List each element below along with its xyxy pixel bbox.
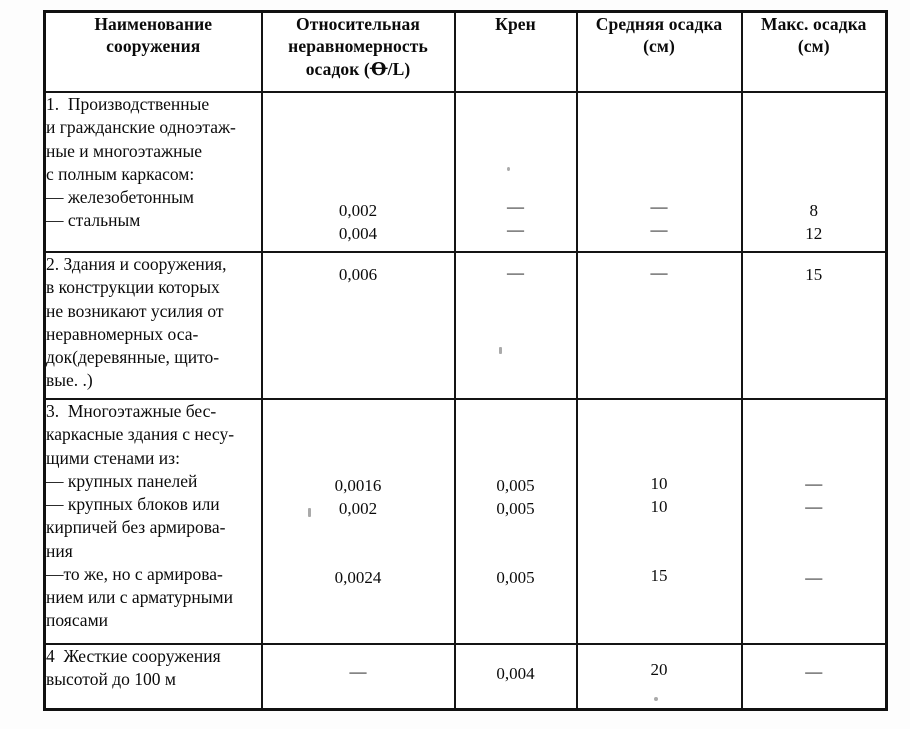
- row-2-name-line-2: в конструкции которых: [46, 277, 220, 298]
- column-header-name: [45, 12, 262, 93]
- row-1-kren-values: [455, 92, 577, 252]
- row-3-relative-value-2: 0,002: [338, 499, 378, 518]
- column-header-average-settlement: [577, 12, 742, 93]
- row-1-max-values: [742, 92, 887, 252]
- column-header-relative: [262, 12, 455, 93]
- row-1-name-line-1: 1. Производственные: [46, 94, 210, 114]
- row-3-name-line-4: — крупных панелей: [46, 470, 198, 491]
- row-3-name-line-9: нием или с арматурными: [46, 587, 233, 608]
- row-1-max-value-1: 8: [809, 201, 818, 220]
- row-2-max-values: [742, 252, 887, 399]
- row-3-average-value-3: 15: [650, 566, 668, 585]
- row-4-name-line-1: 4 Жесткие сооружения: [46, 646, 221, 666]
- row-4-average-values: [577, 644, 742, 710]
- row-1-structure-name: [45, 92, 262, 252]
- row-2-name-line-5: док(деревянные, щито-: [46, 347, 220, 368]
- row-3-kren-value-2: 0,005: [496, 499, 535, 518]
- row-3-name-line-3: щими стенами из:: [46, 447, 180, 468]
- row-2-kren-value-1: —: [507, 263, 524, 282]
- row-1-name-line-5: — железобетонным: [46, 187, 194, 208]
- table-row: [45, 644, 887, 710]
- row-1-name-line-4: с полным каркасом:: [46, 163, 195, 184]
- row-3-name-line-5: — крупных блоков или: [46, 494, 220, 515]
- row-2-relative-value-1: 0,006: [338, 265, 378, 284]
- row-1-average-value-2: —: [650, 220, 668, 239]
- row-1-name-line-6: — стальным: [46, 210, 141, 231]
- row-1-kren-value-2: —: [507, 220, 524, 239]
- row-4-max-values: [742, 644, 887, 710]
- row-3-max-value-1: —: [805, 474, 823, 493]
- row-1-average-value-1: —: [650, 197, 668, 216]
- row-1-relative-values: [262, 92, 455, 252]
- row-2-name-line-1: 2. Здания и сооружения,: [46, 254, 227, 274]
- row-4-kren-value-1: 0,004: [496, 664, 535, 683]
- row-3-max-value-2: —: [805, 497, 823, 516]
- column-header-relative-line-1: Относительная: [296, 14, 420, 34]
- row-4-name-line-2: высотой до 100 м: [46, 669, 176, 690]
- row-3-average-value-1: 10: [650, 474, 668, 493]
- row-2-max-value-1: 15: [805, 265, 823, 284]
- row-4-kren-values: [455, 644, 577, 710]
- row-1-kren-value-1: —: [507, 197, 524, 216]
- column-header-average-line-1: Средняя осадка: [595, 14, 723, 34]
- row-3-name-line-10: поясами: [46, 610, 109, 631]
- row-1-relative-value-2: 0,004: [338, 224, 378, 243]
- row-2-kren-values: [455, 252, 577, 399]
- row-4-structure-name: [45, 644, 262, 710]
- row-3-kren-value-3: 0,005: [496, 568, 535, 587]
- row-3-relative-values: [262, 399, 455, 644]
- row-2-structure-name: [45, 252, 262, 399]
- row-3-average-value-2: 10: [650, 497, 668, 516]
- row-4-average-value-1: 20: [650, 660, 668, 679]
- column-header-average-line-2: (см): [643, 36, 675, 57]
- row-3-kren-value-1: 0,005: [496, 476, 535, 495]
- row-2-relative-values: [262, 252, 455, 399]
- row-1-name-line-3: ные и многоэтажные: [46, 140, 203, 161]
- column-header-relative-line-2: неравномерность: [288, 36, 428, 57]
- row-1-name-line-2: и гражданские одноэтаж-: [46, 117, 236, 138]
- column-header-max-line-2: (см): [797, 36, 830, 57]
- row-1-average-values: [577, 92, 742, 252]
- row-3-relative-value-3: 0,0024: [334, 568, 382, 587]
- row-3-max-value-3: —: [805, 568, 823, 587]
- table-body: [45, 92, 887, 710]
- row-2-average-value-1: —: [650, 263, 668, 282]
- column-header-name-line-2: сооружения: [106, 36, 201, 57]
- table-header: [45, 12, 887, 93]
- settlement-limits-table: [43, 10, 888, 711]
- row-3-name-line-2: каркасные здания с несу-: [46, 424, 235, 445]
- column-header-name-line-1: Наименование: [94, 14, 213, 34]
- row-2-average-values: [577, 252, 742, 399]
- row-3-relative-value-1: 0,0016: [334, 476, 382, 495]
- row-1-max-value-2: 12: [805, 224, 823, 243]
- row-3-structure-name: [45, 399, 262, 644]
- row-3-name-line-8: —то же, но с армирова-: [46, 563, 223, 584]
- row-3-name-line-1: 3. Многоэтажные бес-: [46, 401, 217, 421]
- row-3-kren-values: [455, 399, 577, 644]
- header-row: [45, 12, 887, 93]
- row-4-max-value-1: —: [805, 662, 823, 681]
- column-header-kren: [455, 12, 577, 93]
- table-row: [45, 399, 887, 644]
- row-3-max-values: [742, 399, 887, 644]
- row-4-relative-value-1: —: [349, 662, 367, 681]
- row-4-relative-values: [262, 644, 455, 710]
- row-1-relative-value-1: 0,002: [338, 201, 378, 220]
- column-header-kren-line-1: Крен: [495, 14, 536, 34]
- row-2-name-line-3: не возникают усилия от: [46, 300, 224, 321]
- table-row: [45, 92, 887, 252]
- row-3-average-values: [577, 399, 742, 644]
- row-2-name-line-6: вые. .): [46, 370, 93, 391]
- table-row: [45, 252, 887, 399]
- row-3-name-line-6: кирпичей без армирова-: [46, 517, 226, 538]
- column-header-max-line-1: Макс. осадка: [760, 14, 867, 34]
- row-3-name-line-7: ния: [46, 540, 73, 561]
- column-header-relative-line-3: осадок (Ꝋ/L): [305, 58, 411, 79]
- row-2-name-line-4: неравномерных оса-: [46, 323, 199, 344]
- column-header-max-settlement: [742, 12, 887, 93]
